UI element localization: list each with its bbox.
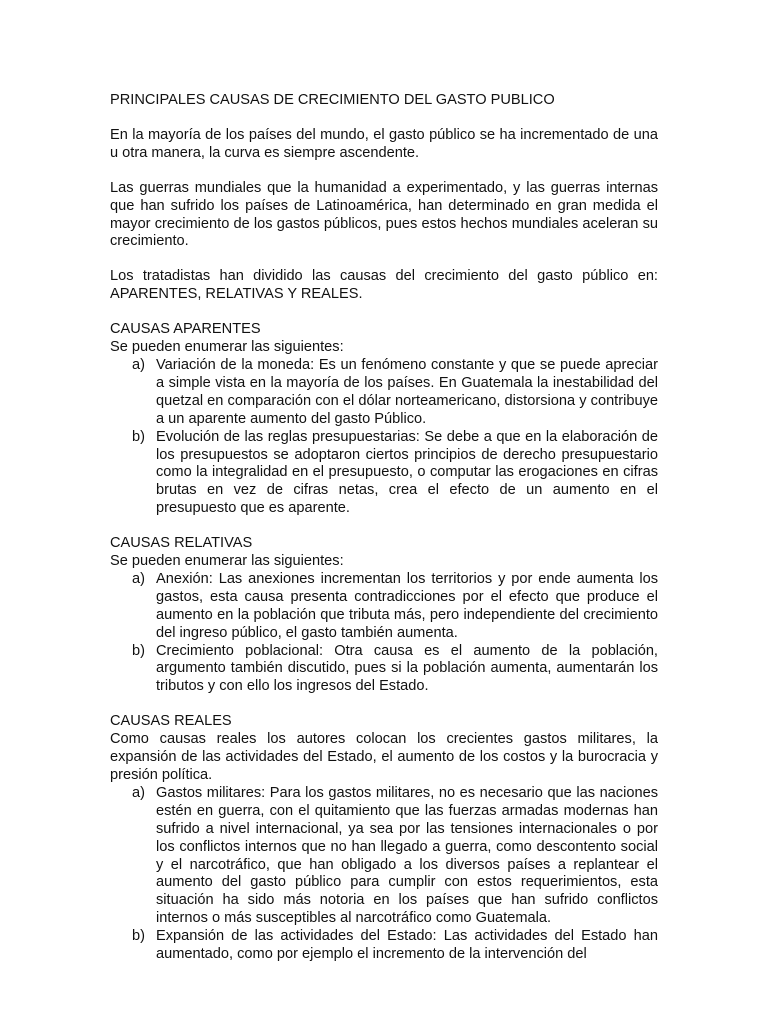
list-item <box>132 356 658 429</box>
section-intro: Se pueden enumerar las siguientes: <box>110 339 344 356</box>
section-heading: CAUSAS APARENTES <box>110 321 261 338</box>
document-title: PRINCIPALES CAUSAS DE CRECIMIENTO DEL GASTO PUBLICO <box>110 92 555 108</box>
list-item-text: Expansión de las actividades del Estado: Las actividades del Estado han aumentado, como por ejemplo el incremento de la intervención del <box>156 928 658 963</box>
list-item-text: Variación de la moneda: Es un fenómeno constante y que se puede apreciar a simple vista en la mayoría de los países. En Guatemala la inestabilidad del quetzal en comparación con el dólar norteamericano, distorsiona y contribuye a un aparente aumento del gasto Público. <box>156 356 658 427</box>
list-marker: b) <box>132 642 145 659</box>
list <box>110 357 658 518</box>
section-intro: Se pueden enumerar las siguientes: <box>110 553 344 570</box>
section-causas-relativas <box>110 535 658 696</box>
list-item-text: Crecimiento poblacional: Otra causa es el aumento de la población, argumento también discutido, pues si la población aumenta, aumentarán los tributos y con ello los ingresos del Estado. <box>156 642 658 695</box>
section-heading: CAUSAS REALES <box>110 713 232 730</box>
paragraph-1: En la mayoría de los países del mundo, el gasto público se ha incrementado de una u otra manera, la curva es siempre ascendente. <box>110 126 658 161</box>
section-heading: CAUSAS RELATIVAS <box>110 535 253 552</box>
section-causas-aparentes <box>110 321 658 518</box>
list-marker: a) <box>132 784 145 801</box>
list-item <box>132 928 658 964</box>
list <box>110 571 658 696</box>
section-intro: Como causas reales los autores colocan los crecientes gastos militares, la expansión de las actividades del Estado, el aumento de los costos y la burocracia y presión política. <box>110 731 658 783</box>
list-item-text: Evolución de las reglas presupuestarias: Se debe a que en la elaboración de los presupuestos se adoptaron ciertos principios de derecho presupuestario como la integralidad en el presupuesto, o computar las erogaciones en cifras brutas en vez de cifras netas, crea el efecto de un aumento en el presupuesto que es aparente. <box>156 428 658 517</box>
paragraph-3: Los tratadistas han dividido las causas del crecimiento del gasto público en: APARENTES, RELATIVAS Y REALES. <box>110 268 658 303</box>
list-item <box>132 642 658 697</box>
paragraph-2: Las guerras mundiales que la humanidad a experimentado, y las guerras internas que han sufrido los países de Latinoamérica, han determinado en gran medida el mayor crecimiento de los gastos públicos, pues estos hechos mundiales aceleran su crecimiento. <box>110 179 658 250</box>
list-item-text: Anexión: Las anexiones incrementan los territorios y por ende aumenta los gastos, esta causa presenta contradicciones por el efecto que produce el aumento en la población que tributa más, pero independiente del crecimiento del ingreso público, el gasto también aumenta. <box>156 570 658 641</box>
list-item-text: Gastos militares: Para los gastos militares, no es necesario que las naciones estén en guerra, con el quitamiento que las fuerzas armadas modernas han sufrido a nivel internacional, ya sea por las tensiones internacionales o por los conflictos internos que no han llegado a guerra, como descontento social y el narcotráfico, que han obligado a los diversos países a replantear el aumento del gasto público para cumplir con estos requerimientos, esta situación ha sido más notoria en los países que han sufrido conflictos internos o más susceptibles al narcotráfico como Guatemala. <box>156 784 658 927</box>
list-marker: a) <box>132 356 145 373</box>
section-causas-reales <box>110 713 658 964</box>
list-item <box>132 570 658 643</box>
list-marker: b) <box>132 428 145 445</box>
list <box>110 785 658 964</box>
list-item <box>132 428 658 519</box>
list-item <box>132 784 658 928</box>
list-marker: b) <box>132 928 145 945</box>
list-marker: a) <box>132 570 145 587</box>
